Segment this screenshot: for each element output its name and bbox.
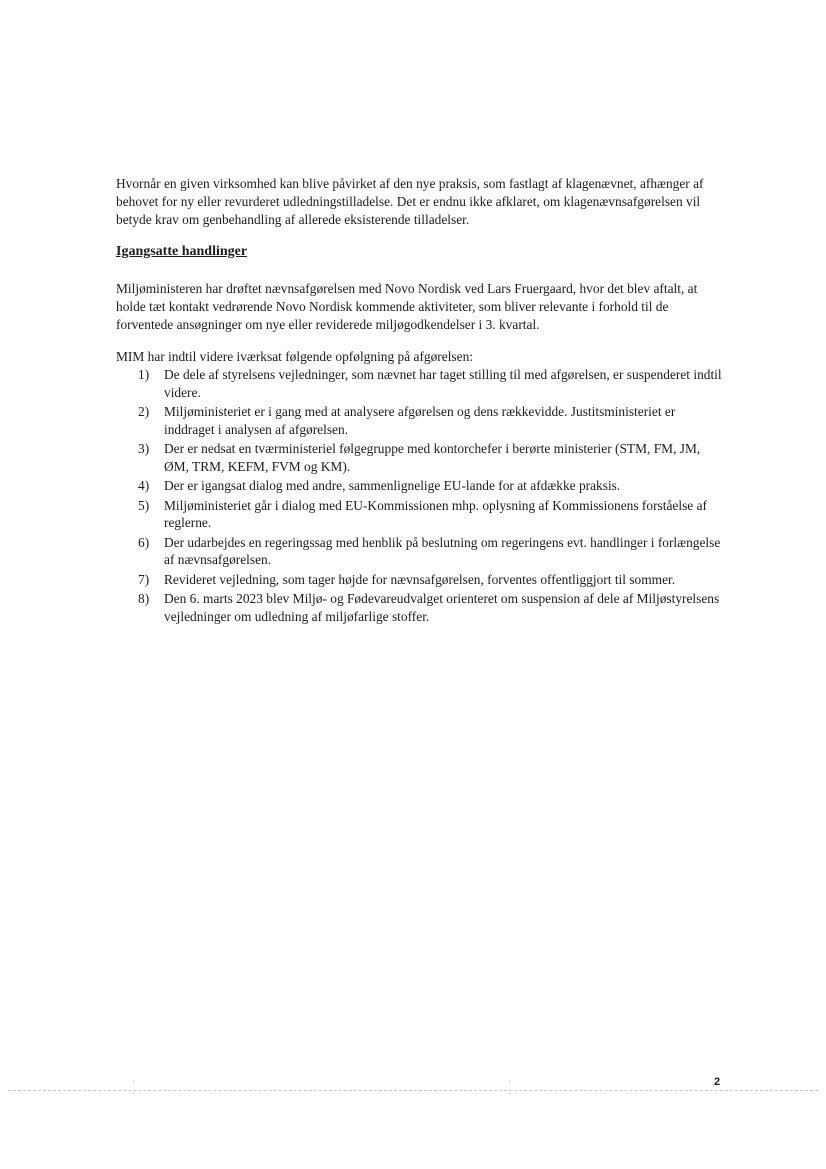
list-item [116, 403, 726, 438]
list-item-text: Der udarbejdes en regeringssag med henblik på beslutning om regeringens evt. handlinger i forlængelse af nævnsafgørelsen. [164, 534, 721, 567]
list-item-text: Miljøministeriet er i gang med at analysere afgørelsen og dens rækkevidde. Justitsministeriet er inddraget i analysen af afgørelsen. [164, 404, 676, 437]
list-item [116, 571, 726, 589]
list-item [116, 366, 726, 401]
list-intro: MIM har indtil videre iværksat følgende opfølgning på afgørelsen: [116, 349, 473, 364]
list-item-number: 8) [138, 591, 150, 606]
scan-tick-mark: · [508, 1077, 511, 1086]
list-item [116, 534, 726, 569]
list-item-number: 7) [138, 571, 150, 587]
list-item-number: 5) [138, 497, 150, 513]
list-item [116, 590, 726, 625]
actions-list [116, 366, 726, 627]
list-item-text: Der er igangsat dialog med andre, sammenlignelige EU-lande for at afdække praksis. [164, 478, 621, 493]
list-item [116, 497, 726, 532]
list-item [116, 477, 726, 495]
list-item-number: 3) [138, 441, 150, 456]
list-item-number: 1) [138, 367, 150, 382]
scan-tick-mark: · [132, 1089, 135, 1098]
list-item-text: De dele af styrelsens vejledninger, som nævnet har taget stilling til med afgørelsen, er suspenderet indtil videre. [164, 367, 722, 400]
list-item [116, 440, 726, 475]
list-item-number: 2) [138, 404, 150, 419]
section-heading: Igangsatte handlinger [116, 244, 248, 259]
scan-tick-mark: · [508, 1089, 511, 1098]
footer-divider [8, 1090, 818, 1091]
list-item-text: Den 6. marts 2023 blev Miljø- og Fødevareudvalget orienteret om suspension af dele af Miljøstyrelsens vejledninger om udledning af miljøfarlige stoffer. [164, 591, 720, 624]
list-item-number: 4) [138, 478, 150, 493]
page-number: 2 [714, 1076, 721, 1088]
minister-paragraph: Miljøministeren har drøftet nævnsafgørelsen med Novo Nordisk ved Lars Fruergaard, hvor det blev aftalt, at holde tæt kontakt vedrørende Novo Nordisk kommende aktiviteter, som bliver relevante i forhold til de forventede ansøgninger om nye eller reviderede miljøgodkendelser i 3. kvartal. [116, 281, 698, 332]
list-item-text: Der er nedsat en tværministeriel følgegruppe med kontorchefer i berørte ministerier (STM, FM, JM, ØM, TRM, KEFM, FVM og KM). [164, 441, 701, 474]
list-item-text: Miljøministeriet går i dialog med EU-Kommissionen mhp. oplysning af Kommissionens forståelse af reglerne. [164, 497, 707, 530]
intro-paragraph: Hvornår en given virksomhed kan blive påvirket af den nye praksis, som fastlagt af klagenævnet, afhænger af behovet for ny eller revurderet udledningstilladelse. Det er endnu ikke afklaret, om klagenævnsafgørelsen vil betyde krav om genbehandling af allerede eksisterende tilladelser. [116, 176, 704, 227]
scan-tick-mark: · [132, 1077, 135, 1086]
list-item-number: 6) [138, 534, 150, 550]
list-item-text: Revideret vejledning, som tager højde for nævnsafgørelsen, forventes offentliggjort til sommer. [164, 571, 676, 587]
